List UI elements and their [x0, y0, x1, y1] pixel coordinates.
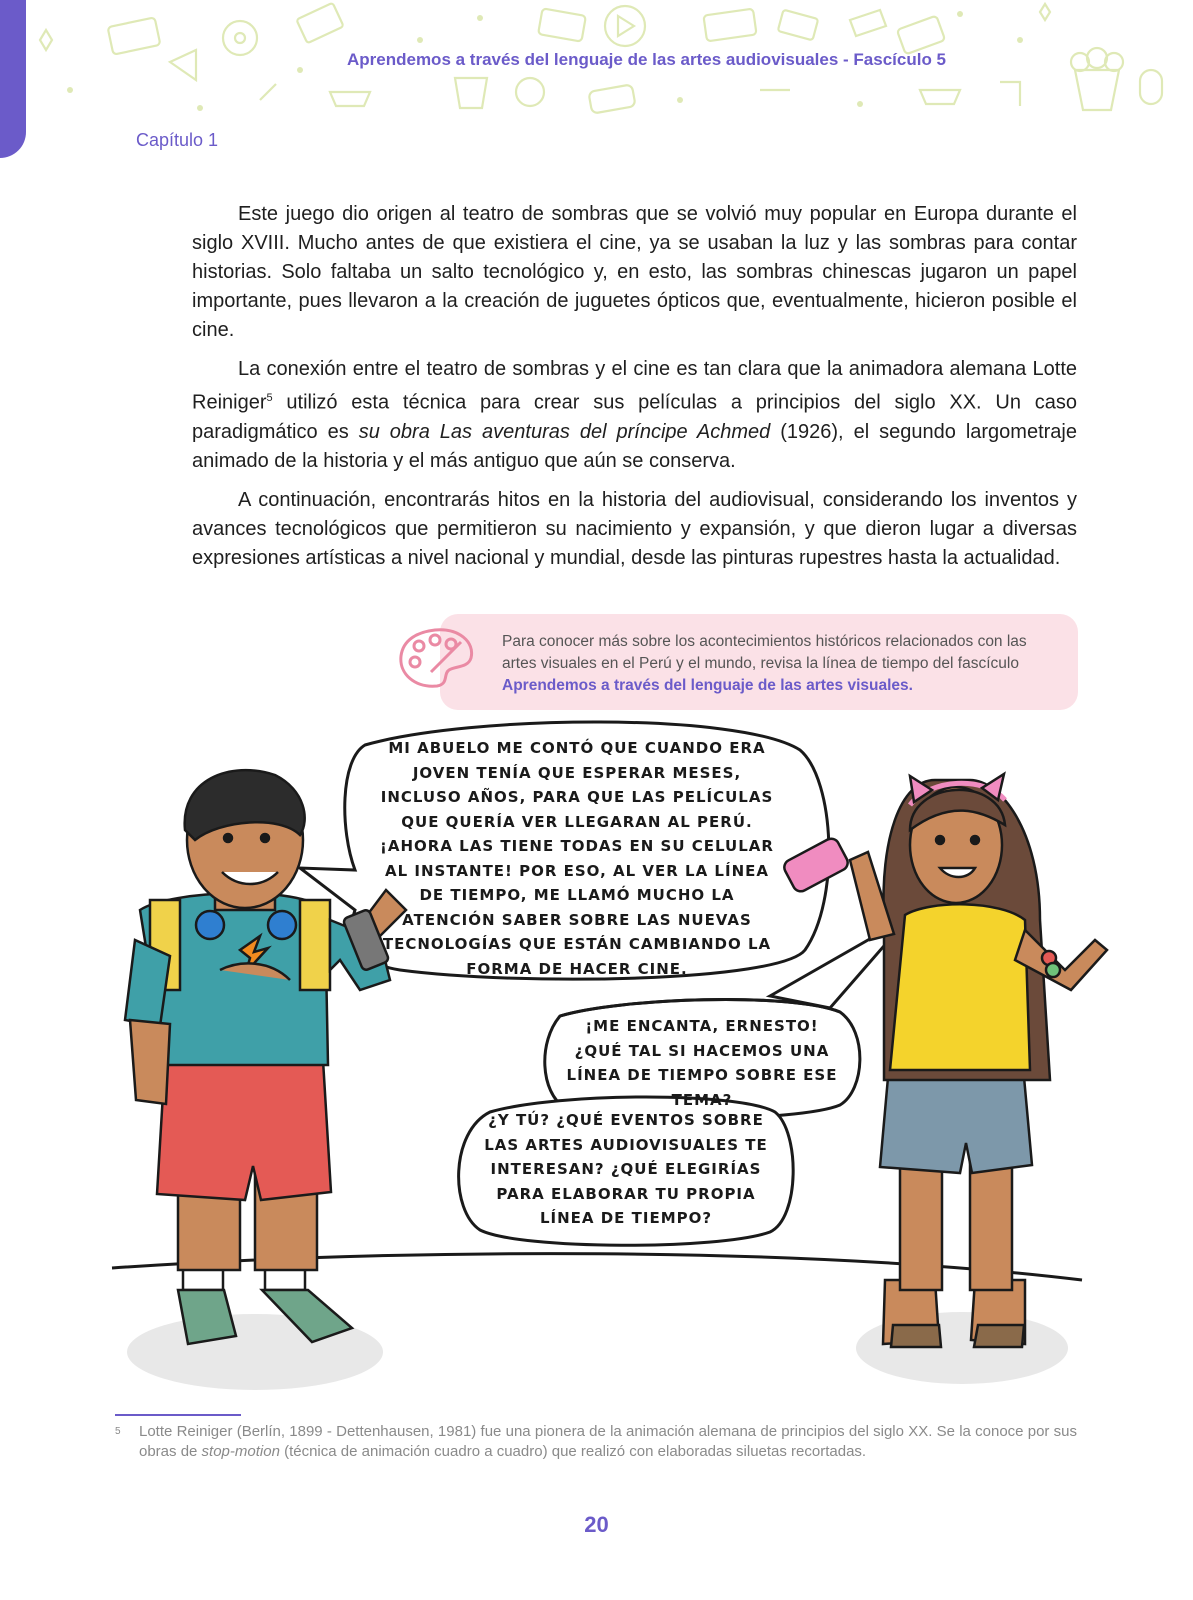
header-title: Aprendemos a través del lenguaje de las artes audiovisuales - Fascículo 5: [346, 50, 947, 69]
palette-icon: [395, 624, 477, 690]
footnote: [115, 1422, 1077, 1462]
footnote-mark: 5: [115, 1426, 121, 1437]
footnote-ref: 5: [266, 392, 273, 404]
paragraph-1: Este juego dio origen al teatro de sombras que se volvió muy popular en Europa durante el siglo XVIII. Mucho antes de que existiera el cine, ya se usaban la luz y las sombras para contar historias. Solo faltaba un salto tecnológico y, en esto, las sombras chinescas jugaron un papel importante, pues llevaron a la creación de juguetes ópticos que, eventualmente, hicieron posible el cine.: [192, 203, 1077, 341]
info-note-link: Aprendemos a través del lenguaje de las artes visuales.: [502, 677, 913, 694]
footnote-text: [139, 1422, 1077, 1462]
footnote-part-a: Lotte Reiniger (Berlín, 1899 - Dettenhausen, 1981) fue una pionera de la animación alemana de principios del siglo XX. Se la conoce por sus obras de: [139, 1423, 1077, 1460]
speech-bubble-3-text: ¿Y TÚ? ¿QUÉ EVENTOS SOBRE LAS ARTES AUDIOVISUALES TE INTERESAN? ¿QUÉ ELEGIRÍAS PARA ELABORAR TU PROPIA LÍNEA DE TIEMPO?: [484, 1111, 768, 1227]
body-text: [192, 200, 1077, 583]
work-title: su obra Las aventuras del príncipe Achmed: [358, 420, 771, 443]
paragraph-2-part-b: utilizó esta técnica para crear sus películas a principios del siglo XX. Un caso paradigmático es: [192, 391, 1077, 443]
info-note-body: Para conocer más sobre los acontecimientos históricos relacionados con las artes visuales en el Perú y el mundo, revisa la línea de tiempo del fascículo: [502, 633, 1027, 672]
paragraph-3: A continuación, encontrarás hitos en la historia del audiovisual, considerando los inventos y avances tecnológicos que permitieron su nacimiento y expansión, y que dieron lugar a diversas expresiones artísticas a nivel nacional y mundial, desde las pinturas rupestres hasta la actualidad.: [192, 488, 1077, 569]
page-number: 20: [584, 1512, 609, 1537]
footnote-rule: [115, 1414, 241, 1416]
footnote-part-b: (técnica de animación cuadro a cuadro) que realizó con elaboradas siluetas recortadas.: [279, 1443, 867, 1460]
footnote-italic: stop-motion: [201, 1443, 280, 1460]
chapter-label: Capítulo 1: [136, 130, 219, 150]
info-note-text: [502, 631, 1062, 697]
speech-bubble-1-text: MI ABUELO ME CONTÓ QUE CUANDO ERA JOVEN TENÍA QUE ESPERAR MESES, INCLUSO AÑOS, PARA QUE LAS PELÍCULAS QUE QUERÍA VER LLEGARAN AL PERÚ. ¡AHORA LAS TIENE TODAS EN SU CELULAR AL INSTANTE! POR ESO, AL VER LA LÍNEA DE TIEMPO, ME LLAMÓ MUCHO LA ATENCIÓN SABER SOBRE LAS NUEVAS TECNOLOGÍAS QUE ESTÁN CAMBIANDO LA FORMA DE HACER CINE.: [380, 739, 774, 978]
paragraph-2: [192, 355, 1077, 476]
paragraph-2-part-a: La conexión entre el teatro de sombras y el cine es tan clara que la animadora alemana Lotte Reiniger: [192, 358, 1077, 414]
paragraph-2-part-c: (1926), el segundo largometraje animado de la historia y el más antiguo que aún se conserva.: [192, 420, 1077, 472]
speech-bubble-2-text: ¡ME ENCANTA, ERNESTO! ¿QUÉ TAL SI HACEMOS UNA LÍNEA DE TIEMPO SOBRE ESE TEMA?: [566, 1017, 838, 1109]
